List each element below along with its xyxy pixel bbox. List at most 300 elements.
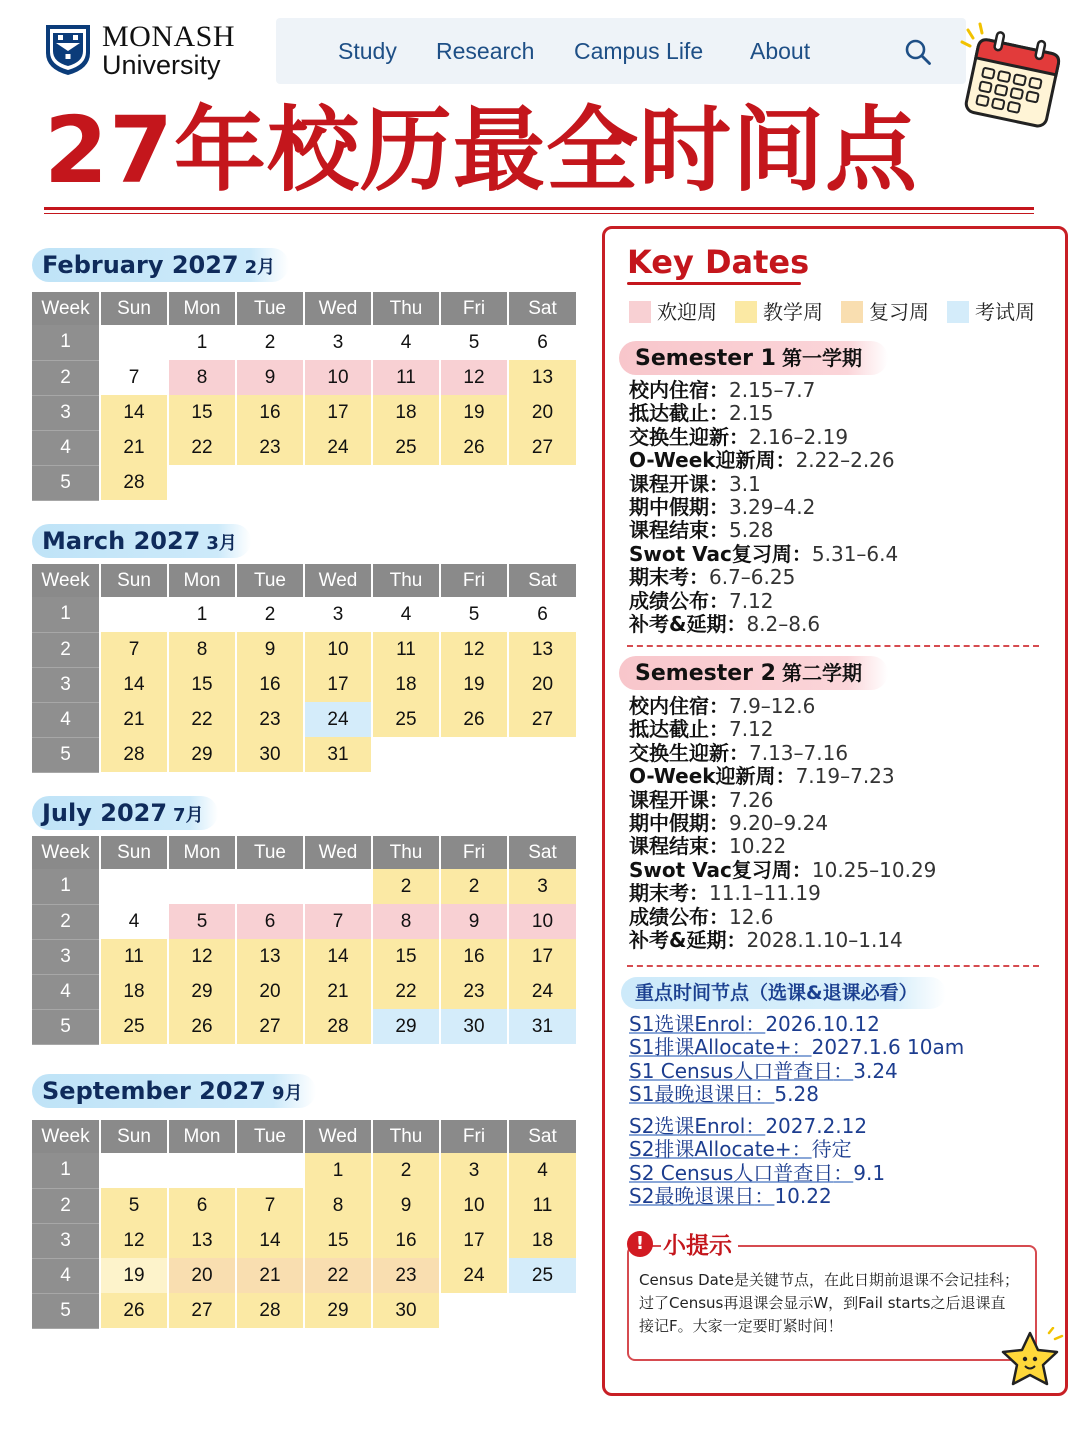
date-label: 成绩公布 xyxy=(629,588,709,613)
date-row xyxy=(629,742,936,765)
week-number: 1 xyxy=(32,869,100,904)
legend-exam: 考试周 xyxy=(975,300,1035,324)
day-cell: 20 xyxy=(508,395,576,430)
column-header-sun: Sun xyxy=(100,292,168,325)
day-cell: 22 xyxy=(304,1258,372,1293)
separator: ： xyxy=(745,1012,766,1036)
top-navbar xyxy=(276,18,966,84)
separator: ： xyxy=(709,694,729,718)
column-header-mon: Mon xyxy=(168,1120,236,1153)
week-row xyxy=(32,597,576,632)
day-cell: 27 xyxy=(168,1293,236,1328)
day-cell: 24 xyxy=(440,1258,508,1293)
separator: ： xyxy=(709,471,729,496)
week-row xyxy=(32,1293,576,1328)
week-row xyxy=(32,465,576,500)
separator: ： xyxy=(726,927,747,952)
day-cell: 19 xyxy=(100,1258,168,1293)
section-divider xyxy=(627,965,1039,967)
day-cell: 25 xyxy=(372,430,440,465)
day-cell: 14 xyxy=(100,667,168,702)
day-cell: 5 xyxy=(440,597,508,632)
day-cell: 1 xyxy=(168,325,236,360)
day-cell: 7 xyxy=(100,360,168,395)
day-cell: 20 xyxy=(168,1258,236,1293)
date-label: 交换生迎新 xyxy=(629,740,729,765)
day-cell: 3 xyxy=(508,869,576,904)
tip-text: Census Date是关键节点，在此日期前退课不会记挂科；过了Census再退课会显示W，到Fail starts之后退课直接记F。大家一定要盯紧时间！ xyxy=(639,1271,1019,1335)
separator: ： xyxy=(729,740,749,765)
day-cell: 7 xyxy=(304,904,372,939)
semester1-dates xyxy=(629,379,898,636)
week-number: 5 xyxy=(32,1293,100,1328)
day-cell: 27 xyxy=(508,702,576,737)
date-value: 5.31–6.4 xyxy=(811,541,899,566)
day-cell: 7 xyxy=(236,1188,304,1223)
calendar-march xyxy=(32,524,557,780)
date-row xyxy=(629,765,936,788)
separator: ： xyxy=(709,834,729,859)
day-cell: 6 xyxy=(168,1188,236,1223)
date-label: 补考&延期 xyxy=(629,611,727,636)
legend-swatch-teaching xyxy=(735,301,757,323)
date-label: S1排课Allocate+ xyxy=(629,1035,792,1060)
calendar-february xyxy=(32,248,557,504)
separator: ： xyxy=(754,1082,775,1107)
day-cell: 9 xyxy=(440,904,508,939)
date-value: 2.15 xyxy=(729,401,774,426)
day-cell: 25 xyxy=(100,1009,168,1044)
day-cell: 15 xyxy=(168,667,236,702)
empty-cell xyxy=(236,869,304,904)
key-dates-underline xyxy=(627,282,801,285)
date-value: 3.1 xyxy=(729,471,761,496)
date-value: 10.22 xyxy=(729,834,787,859)
column-header-mon: Mon xyxy=(168,836,236,869)
date-value: 3.29–4.2 xyxy=(729,494,816,519)
separator: ： xyxy=(754,1184,775,1209)
separator: ： xyxy=(709,378,729,402)
week-number: 3 xyxy=(32,939,100,974)
date-value: 7.9–12.6 xyxy=(729,694,816,718)
day-cell: 3 xyxy=(440,1153,508,1188)
separator: ： xyxy=(833,1160,854,1185)
nav-about[interactable]: About xyxy=(750,38,811,64)
day-cell: 2 xyxy=(372,1153,440,1188)
day-cell: 2 xyxy=(236,597,304,632)
date-label: S1最晚退课日 xyxy=(629,1082,755,1107)
date-row xyxy=(629,906,936,929)
column-header-sat: Sat xyxy=(508,836,576,869)
day-cell: 10 xyxy=(508,904,576,939)
day-cell: 12 xyxy=(440,632,508,667)
column-header-sat: Sat xyxy=(508,292,576,325)
day-cell: 7 xyxy=(100,632,168,667)
day-cell: 14 xyxy=(304,939,372,974)
column-header-thu: Thu xyxy=(372,292,440,325)
day-cell: 1 xyxy=(304,1153,372,1188)
day-cell: 11 xyxy=(372,360,440,395)
legend-revision: 复习周 xyxy=(869,300,929,324)
month-name: February 2027 xyxy=(42,251,239,279)
column-header-tue: Tue xyxy=(236,564,304,597)
calendar-july xyxy=(32,796,557,1052)
day-cell: 13 xyxy=(508,360,576,395)
day-cell: 23 xyxy=(372,1258,440,1293)
nav-campus-life[interactable]: Campus Life xyxy=(574,38,704,64)
date-label: 课程开课 xyxy=(629,471,709,496)
title-rule-thin xyxy=(44,213,1034,214)
day-cell: 17 xyxy=(304,667,372,702)
day-cell: 29 xyxy=(168,974,236,1009)
column-header-sat: Sat xyxy=(508,564,576,597)
week-row xyxy=(32,1009,576,1044)
date-row xyxy=(629,789,936,812)
day-cell: 11 xyxy=(508,1188,576,1223)
nav-study[interactable]: Study xyxy=(338,38,397,64)
empty-cell xyxy=(440,737,508,772)
week-number: 1 xyxy=(32,597,100,632)
day-cell: 12 xyxy=(440,360,508,395)
date-label: S2最晚退课日 xyxy=(629,1184,755,1209)
empty-cell xyxy=(508,465,576,500)
day-cell: 24 xyxy=(304,702,372,737)
day-cell: 2 xyxy=(372,869,440,904)
tip-box xyxy=(627,1245,1037,1361)
date-value: 8.2–8.6 xyxy=(746,611,821,636)
date-label: 期末考 xyxy=(629,565,689,590)
day-cell: 6 xyxy=(508,597,576,632)
date-value: 2.15–7.7 xyxy=(729,378,816,402)
day-cell: 23 xyxy=(236,430,304,465)
week-number: 1 xyxy=(32,1153,100,1188)
day-cell: 13 xyxy=(508,632,576,667)
day-cell: 28 xyxy=(304,1009,372,1044)
day-cell: 8 xyxy=(372,904,440,939)
date-label: S2排课Allocate+ xyxy=(629,1137,792,1162)
day-cell: 3 xyxy=(304,325,372,360)
separator: ： xyxy=(709,494,729,519)
day-cell: 9 xyxy=(236,632,304,667)
date-value: 5.28 xyxy=(729,518,774,543)
date-value: 2.22–2.26 xyxy=(795,448,895,473)
date-value: 10.25–10.29 xyxy=(811,857,937,882)
day-cell: 4 xyxy=(100,904,168,939)
date-row xyxy=(629,473,898,496)
week-row xyxy=(32,702,576,737)
month-name-cn: 2月 xyxy=(244,257,276,278)
separator: ： xyxy=(729,424,749,449)
legend-swatch-revision xyxy=(841,301,863,323)
month-label xyxy=(32,248,289,282)
date-value: 6.7–6.25 xyxy=(709,565,796,590)
day-cell: 17 xyxy=(304,395,372,430)
date-value: 9.20–9.24 xyxy=(729,810,829,835)
month-name: September 2027 xyxy=(42,1077,266,1105)
date-value: 2028.1.10–1.14 xyxy=(746,927,903,952)
separator: ： xyxy=(775,764,796,789)
date-row xyxy=(629,835,936,858)
week-number: 4 xyxy=(32,430,100,465)
day-cell: 30 xyxy=(440,1009,508,1044)
separator: ： xyxy=(689,565,709,590)
day-cell: 29 xyxy=(168,737,236,772)
alert-icon: ! xyxy=(627,1231,653,1257)
column-header-fri: Fri xyxy=(440,564,508,597)
day-cell: 23 xyxy=(440,974,508,1009)
day-cell: 20 xyxy=(508,667,576,702)
week-row xyxy=(32,1223,576,1258)
column-header-sat: Sat xyxy=(508,1120,576,1153)
semester1-title: Semester 1 xyxy=(635,346,776,371)
column-header-wed: Wed xyxy=(304,1120,372,1153)
empty-cell xyxy=(236,1153,304,1188)
empty-cell xyxy=(304,869,372,904)
week-number: 5 xyxy=(32,1009,100,1044)
day-cell: 26 xyxy=(440,430,508,465)
date-label: 校内住宿 xyxy=(629,694,709,718)
date-label: 校内住宿 xyxy=(629,378,709,402)
date-label: Swot Vac复习周 xyxy=(629,541,792,566)
week-row xyxy=(32,667,576,702)
separator: ： xyxy=(791,1137,812,1162)
day-cell: 9 xyxy=(236,360,304,395)
day-cell: 16 xyxy=(372,1223,440,1258)
date-value: 2027.1.6 10am xyxy=(811,1035,965,1060)
day-cell: 17 xyxy=(508,939,576,974)
day-cell: 21 xyxy=(100,430,168,465)
date-label: 期末考 xyxy=(629,881,689,906)
day-cell: 18 xyxy=(372,395,440,430)
tip-title: 小提示 xyxy=(661,1227,738,1260)
column-header-fri: Fri xyxy=(440,292,508,325)
day-cell: 20 xyxy=(236,974,304,1009)
day-cell: 8 xyxy=(168,632,236,667)
logo-line2: University xyxy=(102,50,221,80)
date-row xyxy=(629,379,898,402)
day-cell: 8 xyxy=(168,360,236,395)
separator: ： xyxy=(709,787,729,812)
important-dates-heading: 重点时间节点（选课&退课必看） xyxy=(621,977,946,1009)
empty-cell xyxy=(168,465,236,500)
section-divider xyxy=(627,645,1039,647)
date-value: 2027.2.12 xyxy=(765,1114,868,1138)
day-cell: 25 xyxy=(508,1258,576,1293)
day-cell: 25 xyxy=(372,702,440,737)
week-row xyxy=(32,632,576,667)
day-cell: 4 xyxy=(508,1153,576,1188)
week-number: 2 xyxy=(32,1188,100,1223)
month-name: July 2027 xyxy=(42,799,168,827)
column-header-tue: Tue xyxy=(236,1120,304,1153)
column-header-fri: Fri xyxy=(440,1120,508,1153)
day-cell: 14 xyxy=(236,1223,304,1258)
date-value: 2.16–2.19 xyxy=(749,424,849,449)
date-label: O-Week迎新周 xyxy=(629,764,776,789)
day-cell: 10 xyxy=(440,1188,508,1223)
date-label: Swot Vac复习周 xyxy=(629,857,792,882)
column-header-wed: Wed xyxy=(304,564,372,597)
date-label: 期中假期 xyxy=(629,494,709,519)
month-table xyxy=(32,292,576,501)
date-label: 抵达截止 xyxy=(629,717,709,742)
day-cell: 19 xyxy=(440,667,508,702)
day-cell: 19 xyxy=(440,395,508,430)
important-date-row xyxy=(629,1162,885,1185)
empty-cell xyxy=(508,1293,576,1328)
semester1-heading xyxy=(619,341,888,375)
day-cell: 10 xyxy=(304,360,372,395)
week-row xyxy=(32,737,576,772)
month-name-cn: 7月 xyxy=(173,805,204,826)
column-header-tue: Tue xyxy=(236,836,304,869)
calendar-september xyxy=(32,1074,557,1330)
legend-teaching: 教学周 xyxy=(763,300,823,324)
week-number: 4 xyxy=(32,702,100,737)
star-icon xyxy=(997,1327,1067,1391)
week-number: 4 xyxy=(32,1258,100,1293)
day-cell: 16 xyxy=(236,667,304,702)
date-row xyxy=(629,426,898,449)
day-cell: 10 xyxy=(304,632,372,667)
shield-icon xyxy=(44,23,92,77)
week-number: 2 xyxy=(32,904,100,939)
date-label: S2选课Enrol xyxy=(629,1114,746,1138)
separator: ： xyxy=(745,1114,766,1138)
day-cell: 15 xyxy=(372,939,440,974)
calendar-icon xyxy=(958,20,1068,132)
week-row xyxy=(32,869,576,904)
week-row xyxy=(32,1188,576,1223)
week-number: 2 xyxy=(32,360,100,395)
date-label: 课程开课 xyxy=(629,787,709,812)
important-date-row xyxy=(629,1185,885,1208)
day-cell: 18 xyxy=(372,667,440,702)
day-cell: 15 xyxy=(304,1223,372,1258)
empty-cell xyxy=(508,737,576,772)
date-row xyxy=(629,695,936,718)
day-cell: 24 xyxy=(304,430,372,465)
day-cell: 12 xyxy=(168,939,236,974)
separator: ： xyxy=(791,1035,812,1060)
date-label: S2 Census人口普查日 xyxy=(629,1160,834,1185)
empty-cell xyxy=(168,1153,236,1188)
day-cell: 26 xyxy=(168,1009,236,1044)
day-cell: 16 xyxy=(440,939,508,974)
month-name-cn: 9月 xyxy=(271,1083,303,1104)
page-title: 27年校历最全时间点 xyxy=(44,97,919,204)
column-header-week: Week xyxy=(32,564,100,597)
separator: ： xyxy=(726,611,747,636)
date-row xyxy=(629,496,898,519)
separator: ： xyxy=(791,857,812,882)
month-table xyxy=(32,1120,576,1329)
date-value: 3.24 xyxy=(853,1058,898,1083)
date-value: 12.6 xyxy=(729,904,774,929)
month-name: March 2027 xyxy=(42,527,201,555)
separator: ： xyxy=(833,1058,854,1083)
date-row xyxy=(629,519,898,542)
empty-cell xyxy=(304,465,372,500)
day-cell: 4 xyxy=(372,325,440,360)
key-dates-title: Key Dates xyxy=(627,243,810,281)
date-label: S1选课Enrol xyxy=(629,1012,746,1036)
week-number: 5 xyxy=(32,737,100,772)
day-cell: 28 xyxy=(236,1293,304,1328)
date-label: 成绩公布 xyxy=(629,904,709,929)
column-header-week: Week xyxy=(32,836,100,869)
day-cell: 5 xyxy=(440,325,508,360)
day-cell: 24 xyxy=(508,974,576,1009)
day-cell: 21 xyxy=(100,702,168,737)
day-cell: 28 xyxy=(100,737,168,772)
important-date-row xyxy=(629,1060,964,1083)
month-label xyxy=(32,796,218,830)
date-value: 11.1–11.19 xyxy=(709,881,821,906)
week-row xyxy=(32,430,576,465)
search-icon[interactable] xyxy=(904,38,932,66)
day-cell: 30 xyxy=(372,1293,440,1328)
empty-cell xyxy=(372,465,440,500)
legend-swatch-exam xyxy=(947,301,969,323)
week-number: 3 xyxy=(32,1223,100,1258)
date-label: O-Week迎新周 xyxy=(629,448,776,473)
week-row xyxy=(32,1153,576,1188)
day-cell: 16 xyxy=(236,395,304,430)
day-cell: 26 xyxy=(440,702,508,737)
day-cell: 26 xyxy=(100,1293,168,1328)
nav-research[interactable]: Research xyxy=(436,38,535,64)
column-header-sun: Sun xyxy=(100,564,168,597)
empty-cell xyxy=(168,869,236,904)
empty-cell xyxy=(100,869,168,904)
date-value: 9.1 xyxy=(853,1160,886,1185)
date-value: 2026.10.12 xyxy=(765,1012,880,1036)
empty-cell xyxy=(440,465,508,500)
day-cell: 6 xyxy=(236,904,304,939)
column-header-wed: Wed xyxy=(304,292,372,325)
monash-logo[interactable] xyxy=(44,20,264,82)
month-label xyxy=(32,1074,316,1108)
date-value: 7.26 xyxy=(729,787,774,812)
date-row xyxy=(629,402,898,425)
column-header-sun: Sun xyxy=(100,1120,168,1153)
semester2-heading xyxy=(619,656,888,690)
column-header-wed: Wed xyxy=(304,836,372,869)
day-cell: 11 xyxy=(372,632,440,667)
important-date-row xyxy=(629,1036,964,1059)
week-number: 2 xyxy=(32,632,100,667)
day-cell: 23 xyxy=(236,702,304,737)
day-cell: 29 xyxy=(372,1009,440,1044)
day-cell: 22 xyxy=(168,702,236,737)
separator: ： xyxy=(689,881,709,906)
date-label: 课程结束 xyxy=(629,518,709,543)
day-cell: 21 xyxy=(236,1258,304,1293)
week-number: 3 xyxy=(32,667,100,702)
day-cell: 14 xyxy=(100,395,168,430)
day-cell: 28 xyxy=(100,465,168,500)
month-table xyxy=(32,836,576,1045)
logo-line1: MONASH xyxy=(102,20,236,53)
week-row xyxy=(32,904,576,939)
semester2-title-cn: 第二学期 xyxy=(781,661,862,685)
date-value: 7.13–7.16 xyxy=(749,740,849,765)
day-cell: 6 xyxy=(508,325,576,360)
title-rule xyxy=(44,207,1034,210)
date-value: 待定 xyxy=(811,1137,852,1162)
empty-cell xyxy=(372,737,440,772)
